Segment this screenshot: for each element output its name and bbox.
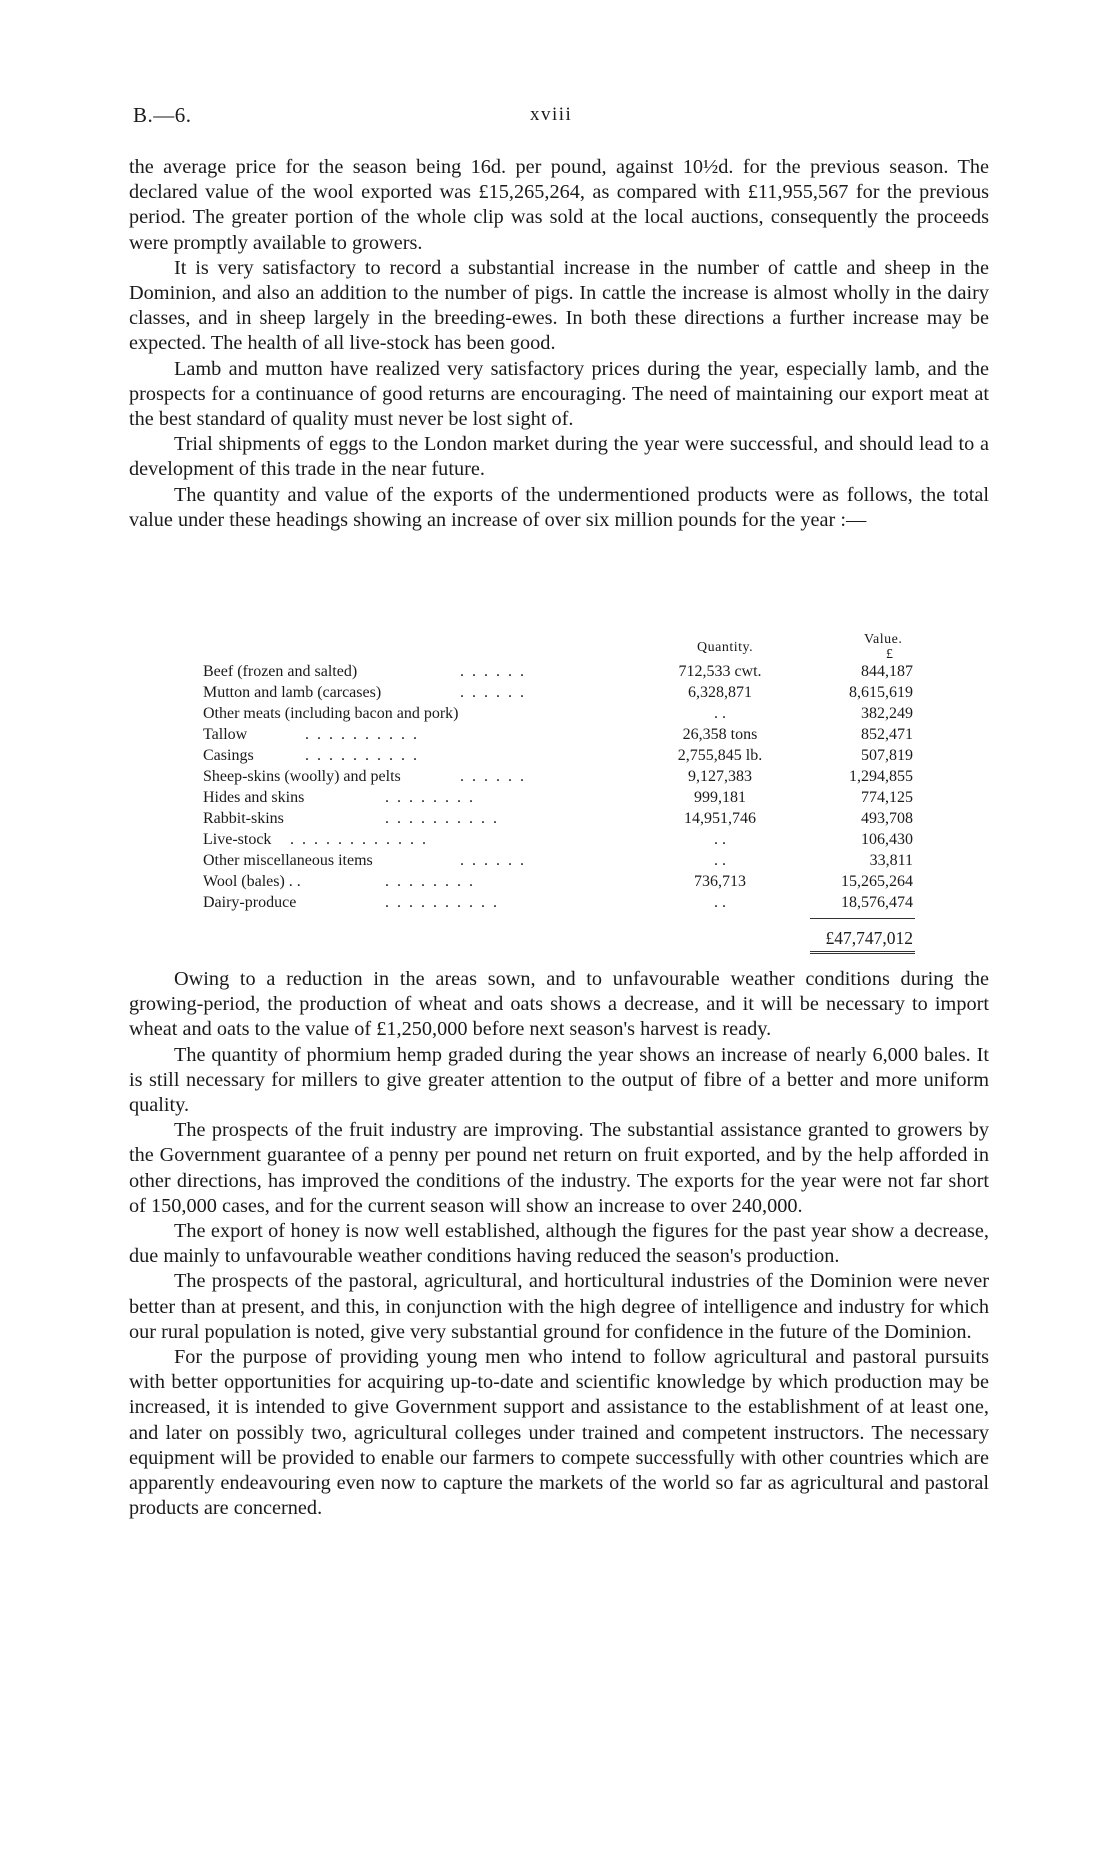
row-value: 15,265,264 <box>841 873 913 890</box>
leader-dots: . . . . . . . . . . . . <box>290 831 428 848</box>
table-row <box>0 684 1114 705</box>
row-label: Mutton and lamb (carcases) <box>203 684 382 701</box>
row-label: Live-stock <box>203 831 272 848</box>
row-value: 8,615,619 <box>849 684 913 701</box>
leader-dots: . . . . . . . . . . <box>385 810 499 827</box>
leader-dots: . . . . . . <box>460 852 526 869</box>
row-value: 774,125 <box>861 789 913 806</box>
table-row <box>0 852 1114 873</box>
row-label: Tallow <box>203 726 248 743</box>
row-label: Casings <box>203 747 254 764</box>
row-value: 844,187 <box>861 663 913 680</box>
row-value: 507,819 <box>861 747 913 764</box>
table-row <box>0 873 1114 894</box>
row-value: 18,576,474 <box>841 894 913 911</box>
total-rule <box>810 918 915 919</box>
row-quantity: 2,755,845 lb. <box>677 747 763 764</box>
page-reference: B.—6. <box>133 103 192 127</box>
row-value: 33,811 <box>869 852 913 869</box>
leader-dots: . . . . . . . . . . <box>305 747 419 764</box>
page-number: xviii <box>530 104 573 125</box>
leader-dots: . . . . . . <box>460 684 526 701</box>
row-value: 382,249 <box>861 705 913 722</box>
table-row <box>0 663 1114 684</box>
row-quantity: . . <box>714 852 726 869</box>
row-label: Wool (bales) . . <box>203 873 301 890</box>
leader-dots: . . . . . . <box>460 663 526 680</box>
leader-dots: . . . . . . . . <box>385 789 475 806</box>
total-double-rule <box>810 951 915 954</box>
row-quantity: 26,358 tons <box>682 726 758 743</box>
currency-symbol: £ <box>886 647 894 662</box>
row-label: Other miscellaneous items <box>203 852 373 869</box>
row-quantity: 6,328,871 <box>688 684 752 701</box>
row-value: 106,430 <box>861 831 913 848</box>
table-row <box>0 747 1114 768</box>
row-quantity: 999,181 <box>694 789 746 806</box>
leader-dots: . . . . . . . . . . <box>305 726 419 743</box>
leader-dots: . . . . . . . . . . <box>385 894 499 911</box>
row-label: Hides and skins <box>203 789 305 806</box>
column-header-quantity: Quantity. <box>697 640 754 655</box>
row-label: Sheep-skins (woolly) and pelts <box>203 768 401 785</box>
table-total: £47,747,012 <box>825 928 913 948</box>
paragraph: Lamb and mutton have realized very satisfactory prices during the year, especially lamb, and the prospects for a continuance of good returns are encouraging. The need of maintaining our export meat at the best standard of quality must never be lost sight of. <box>129 357 989 431</box>
row-quantity: . . <box>714 831 726 848</box>
paragraph: It is very satisfactory to record a substantial increase in the number of cattle and sheep in the Dominion, and also an addition to the number of pigs. In cattle the increase is almost wholly in the dairy classes, and in sheep largely in the breeding-ewes. In both these directions a further increase may be expected. The health of all live-stock has been good. <box>129 256 989 355</box>
paragraph: The export of honey is now well established, although the figures for the past year show a decrease, due mainly to unfavourable weather conditions having reduced the season's production. <box>129 1220 989 1268</box>
table-row <box>0 789 1114 810</box>
paragraph: The quantity of phormium hemp graded during the year shows an increase of nearly 6,000 bales. It is still necessary for millers to give greater attention to the output of fibre of a better and more uniform quality. <box>129 1043 989 1117</box>
table-row <box>0 726 1114 747</box>
row-label: Rabbit-skins <box>203 810 284 827</box>
leader-dots: . . . . . . <box>460 768 526 785</box>
row-quantity: 736,713 <box>694 873 746 890</box>
table-row <box>0 810 1114 831</box>
row-label: Beef (frozen and salted) <box>203 663 358 680</box>
row-quantity: . . <box>714 705 726 722</box>
row-value: 852,471 <box>861 726 913 743</box>
paragraph: The prospects of the fruit industry are improving. The substantial assistance granted to growers by the Government guarantee of a penny per pound net return on fruit exported, and by the help afforded in other directions, has improved the conditions of the industry. The exports for the year were not far short of 150,000 cases, and for the current season will show an increase to over 240,000. <box>129 1119 989 1217</box>
column-header-value: Value. <box>864 632 903 647</box>
row-label: Dairy-produce <box>203 894 297 911</box>
paragraph: Trial shipments of eggs to the London market during the year were successful, and should lead to a development of this trade in the near future. <box>129 433 989 481</box>
leader-dots: . . . . . . . . <box>385 873 475 890</box>
body-text-top <box>129 155 989 533</box>
paragraph: Owing to a reduction in the areas sown, and to unfavourable weather conditions during the growing-period, the production of wheat and oats shows a decrease, and it will be necessary to import wheat and oats to the value of £1,250,000 before next season's harvest is ready. <box>129 968 989 1041</box>
row-label: Other meats (including bacon and pork) <box>203 705 459 722</box>
row-quantity: . . <box>714 894 726 911</box>
table-row <box>0 894 1114 915</box>
table-row <box>0 831 1114 852</box>
paragraph: The prospects of the pastoral, agricultural, and horticultural industries of the Dominion were never better than at present, and this, in conjunction with the high degree of intelligence and industry for which our rural population is noted, give very substantial ground for confidence in the future of the Dominion. <box>129 1270 989 1343</box>
row-quantity: 9,127,383 <box>688 768 752 785</box>
paragraph: The quantity and value of the exports of the undermentioned products were as follows, the total value under these headings showing an increase of over six million pounds for the year :— <box>129 483 989 531</box>
paragraph: the average price for the season being 16d. per pound, against 10½d. for the previous season. The declared value of the wool exported was £15,265,264, as compared with £11,955,567 for the previous period. The greater portion of the whole clip was sold at the local auctions, consequently the proceeds were promptly available to growers. <box>129 156 989 254</box>
paragraph: For the purpose of providing young men who intend to follow agricultural and pastoral pursuits with better opportunities for acquiring up-to-date and scientific knowledge by which production may be increased, it is intended to give Government support and assistance to the establishment of at least one, and later on possibly two, agricultural colleges under trained and competent instructors. The necessary equipment will be provided to enable our farmers to compete successfully with other countries which are apparently endeavouring even now to capture the markets of the world so far as agricultural and pastoral products are concerned. <box>129 1346 989 1520</box>
row-quantity: 14,951,746 <box>684 810 756 827</box>
row-value: 1,294,855 <box>849 768 913 785</box>
table-row <box>0 705 1114 726</box>
row-quantity: 712,533 cwt. <box>678 663 762 680</box>
table-row <box>0 768 1114 789</box>
body-text-bottom <box>129 967 989 1521</box>
row-value: 493,708 <box>861 810 913 827</box>
